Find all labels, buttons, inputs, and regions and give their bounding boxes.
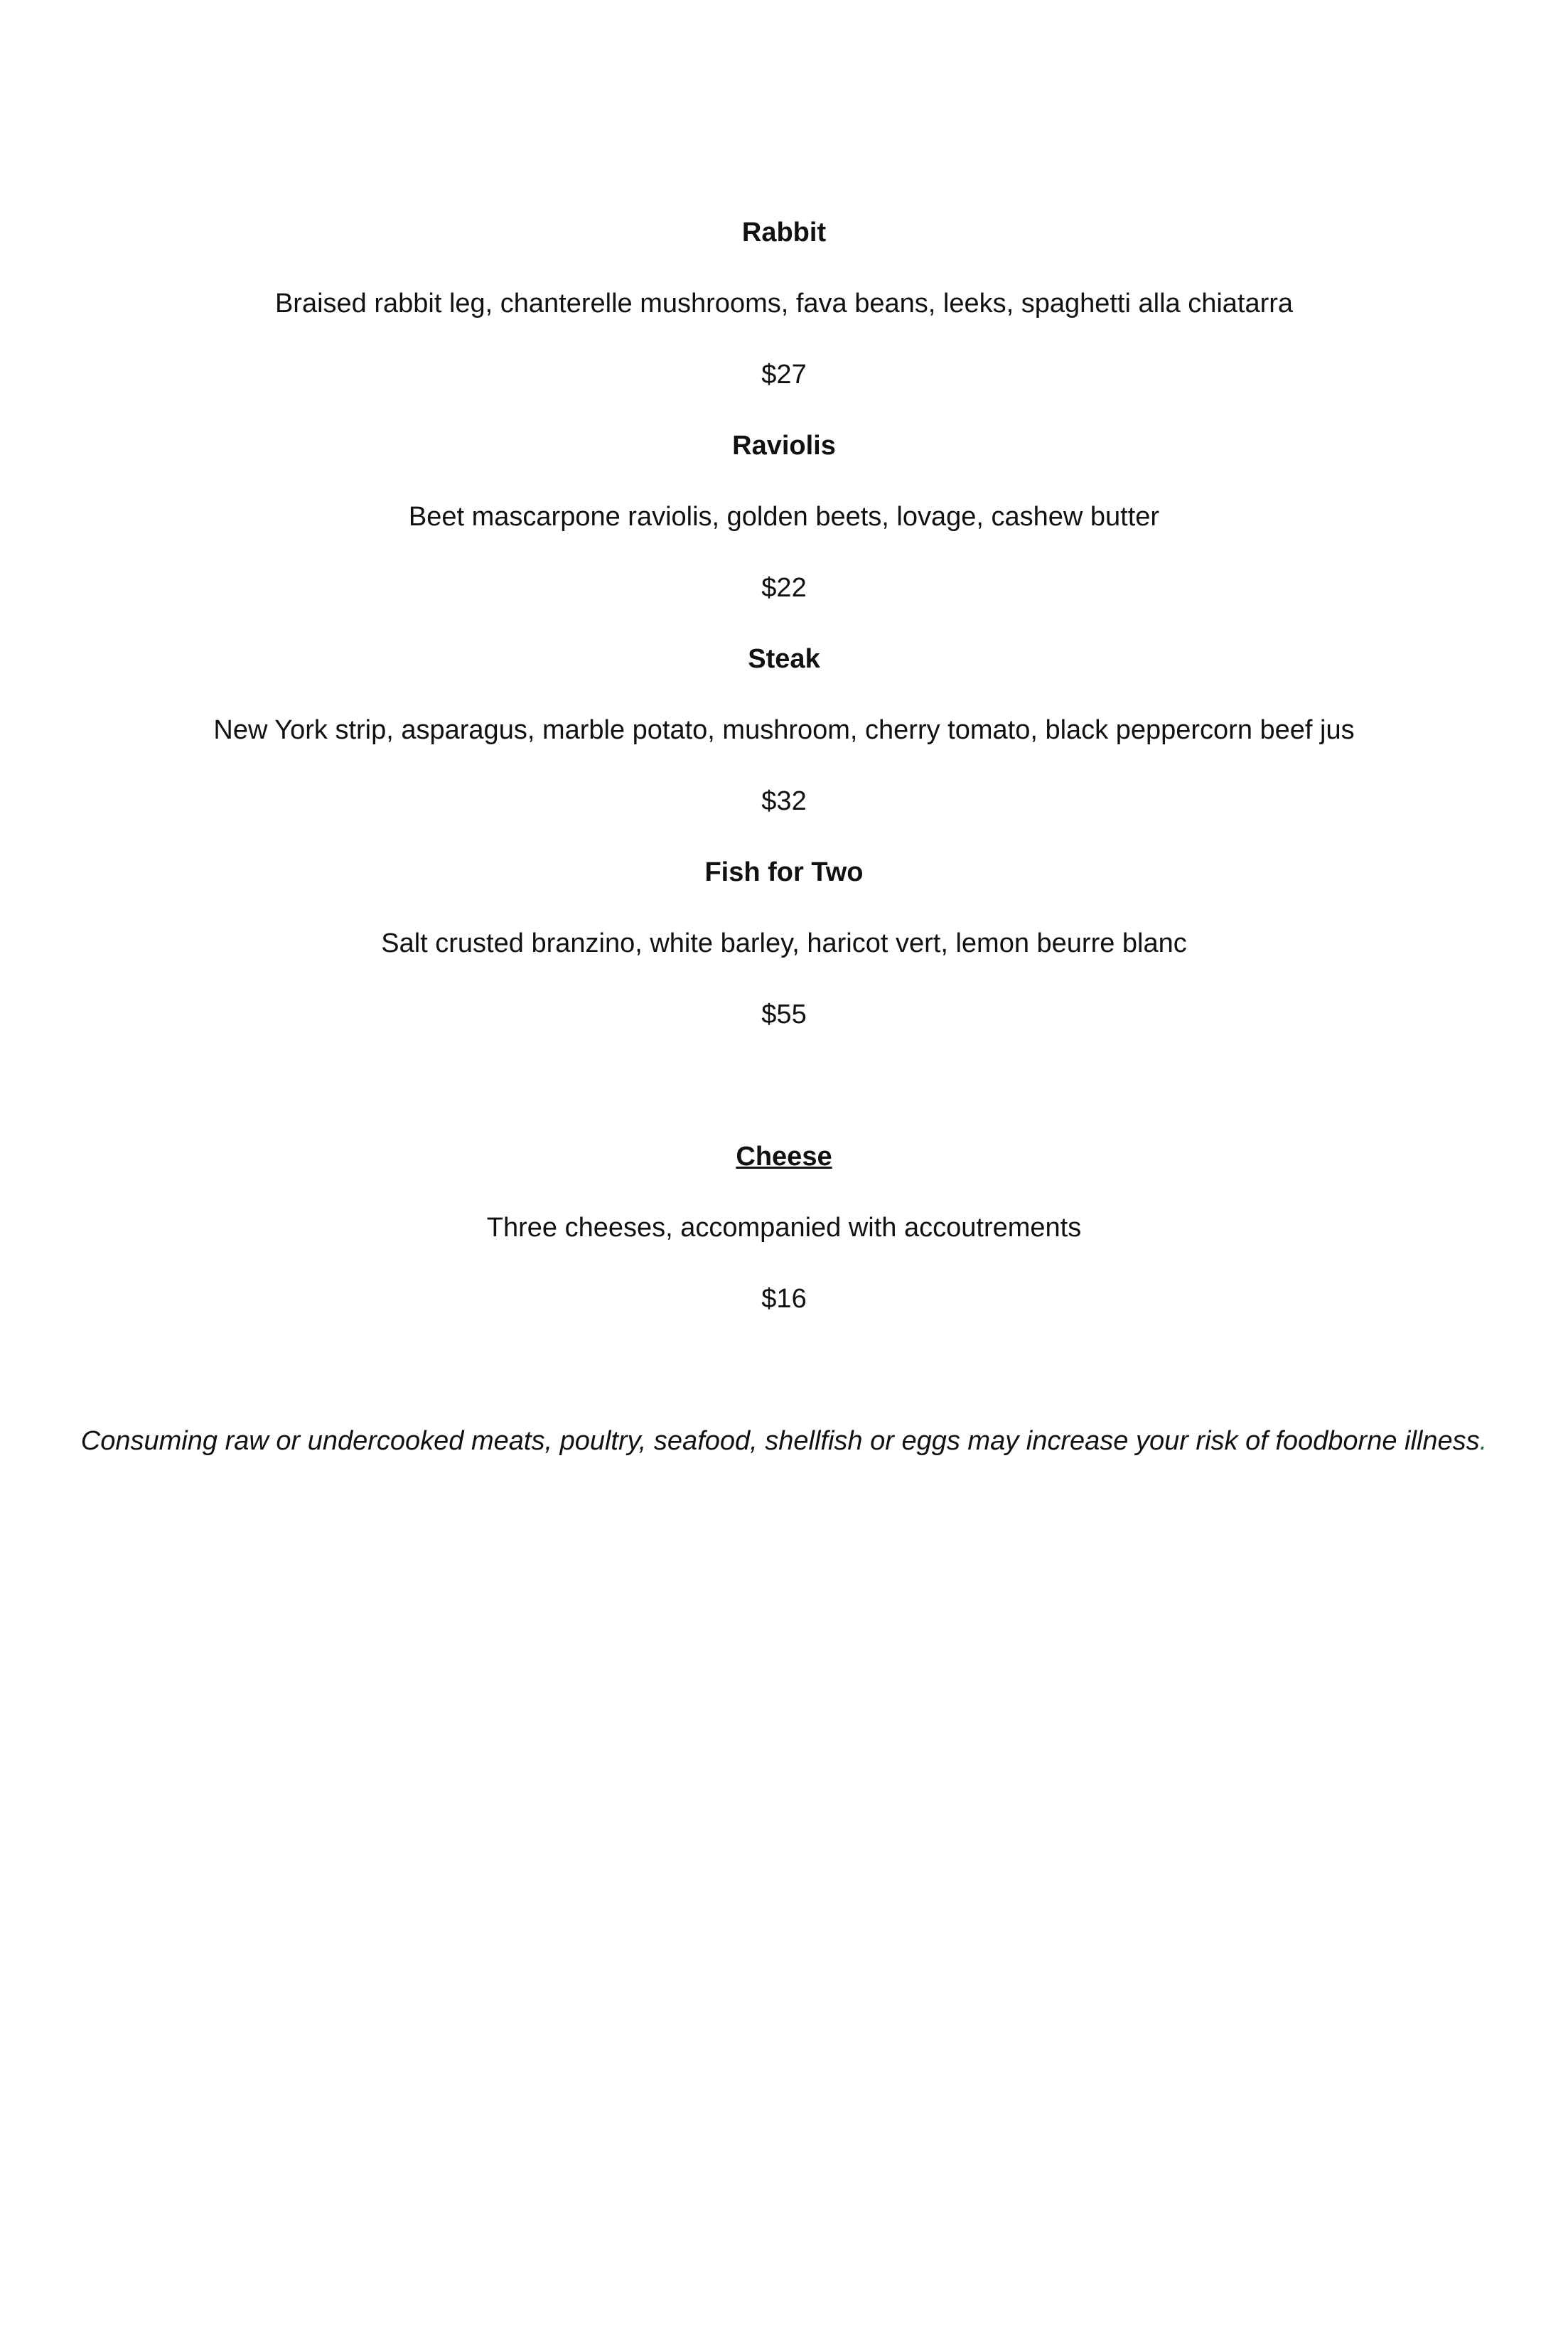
section-title-cheese: Cheese (736, 1142, 832, 1172)
item-description-fish-for-two: Salt crusted branzino, white barley, haricot vert, lemon beurre blanc (381, 928, 1187, 958)
item-title-steak: Steak (748, 644, 820, 674)
food-safety-notice (0, 1423, 1568, 1459)
item-price-fish-for-two: $55 (761, 1000, 807, 1029)
item-description-rabbit: Braised rabbit leg, chanterelle mushrooms, fava beans, leeks, spaghetti alla chiatarra (274, 289, 1294, 318)
item-title-fish-for-two: Fish for Two (704, 857, 864, 887)
item-description-raviolis: Beet mascarpone raviolis, golden beets, lovage, cashew butter (408, 502, 1160, 532)
item-title-rabbit: Rabbit (741, 218, 827, 247)
item-price-cheese: $16 (761, 1284, 807, 1314)
item-description-cheese: Three cheeses, accompanied with accoutrements (486, 1213, 1082, 1243)
item-description-steak: New York strip, asparagus, marble potato, mushroom, cherry tomato, black peppercorn beef jus (213, 715, 1355, 745)
food-safety-notice-text: Consuming raw or undercooked meats, poultry, seafood, shellfish or eggs may increase your risk of foodborne illness (80, 1426, 1480, 1456)
food-safety-notice-period: . (1479, 1426, 1488, 1456)
item-price-raviolis: $22 (761, 573, 807, 603)
item-price-rabbit: $27 (761, 360, 807, 390)
item-title-raviolis: Raviolis (732, 431, 836, 461)
item-price-steak: $32 (761, 786, 807, 816)
